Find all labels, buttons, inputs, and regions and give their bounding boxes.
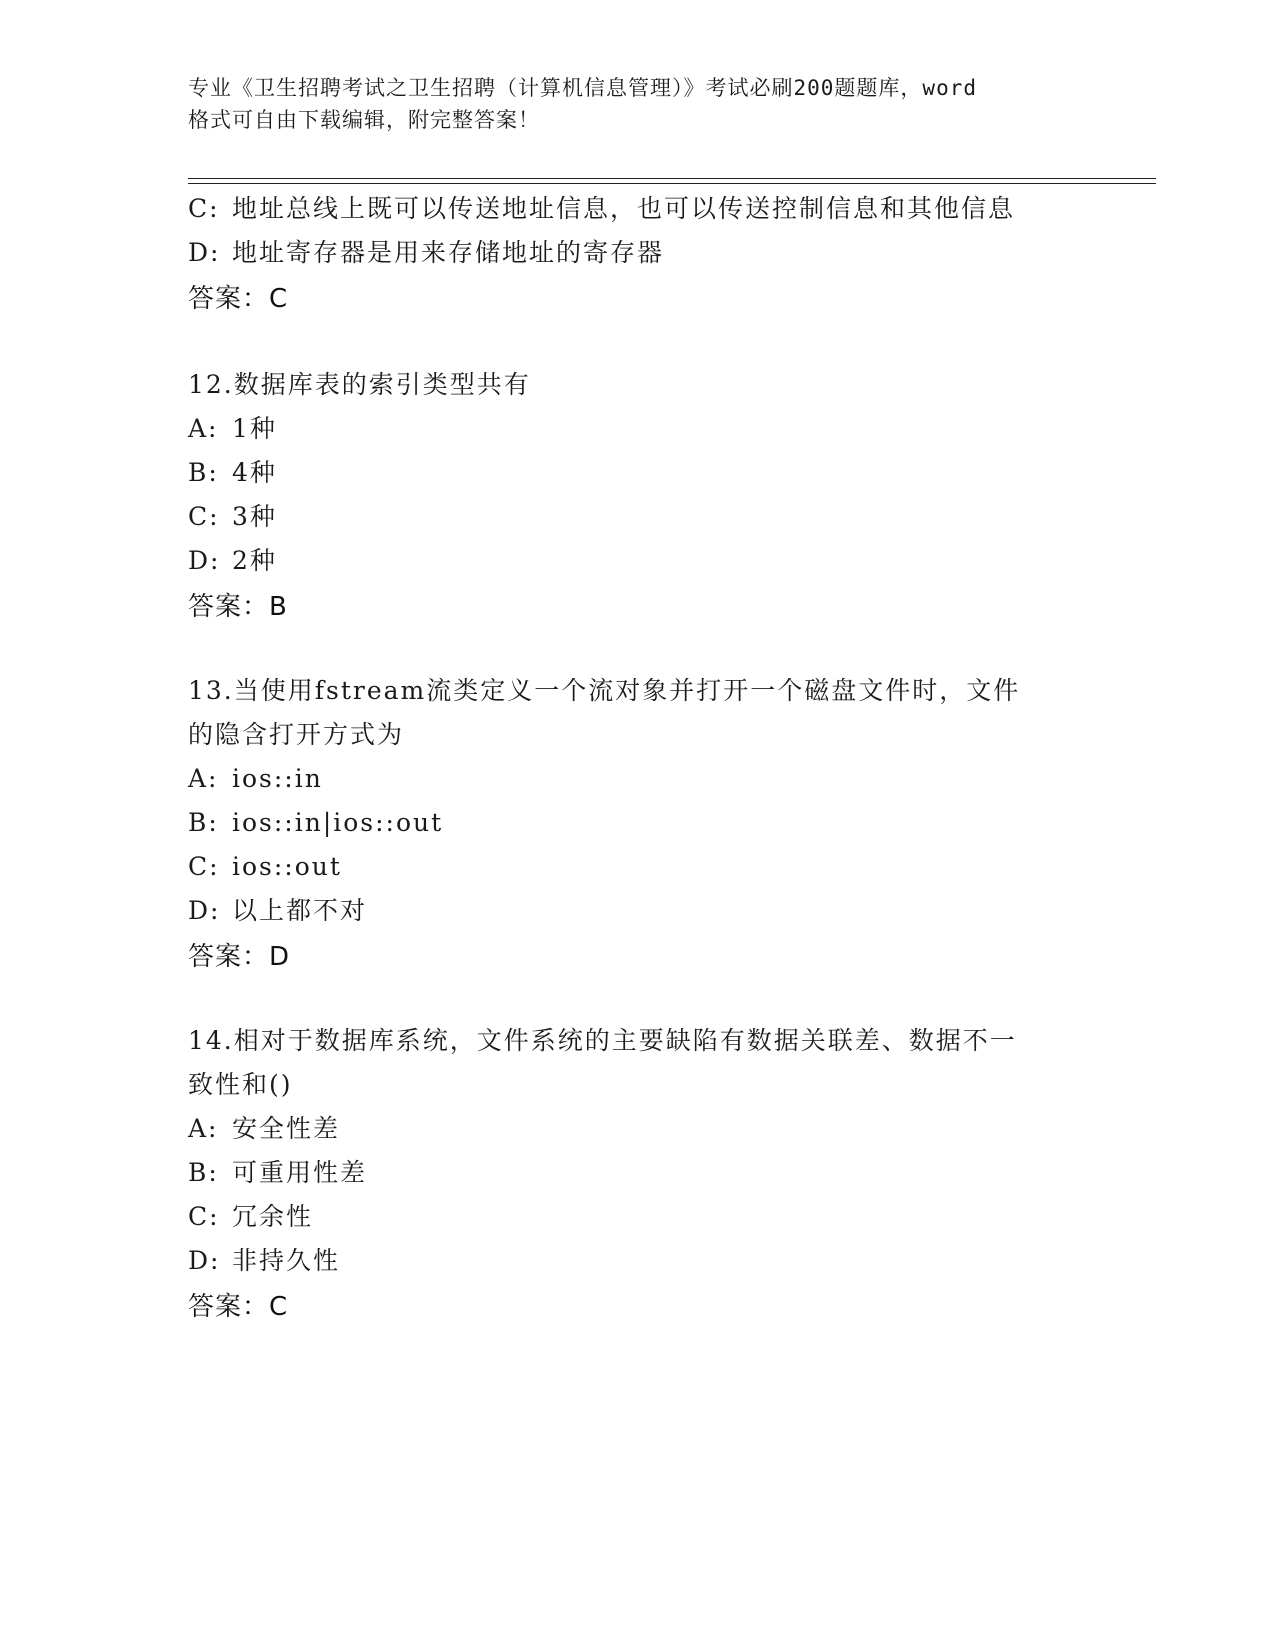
document-header [188,72,1088,136]
q13-option-a [188,762,323,796]
q13-stem-line-1: 13.当使用fstream流类定义一个流对象并打开一个磁盘文件时，文件 [188,676,1021,705]
q13-answer: 答案：D [188,942,291,972]
option-text: 可重用性差 [232,1158,368,1187]
option-key: A: [188,1114,219,1143]
option-key: D: [188,896,221,925]
header-divider-top [188,178,1156,179]
option-text: 2种 [232,546,277,575]
q13-option-c [188,850,342,884]
option-text: ios::in|ios::out [232,808,444,837]
option-text: 以上都不对 [232,896,368,925]
option-text: 冗余性 [232,1202,314,1231]
option-text: 4种 [232,458,277,487]
option-key: C: [188,194,220,223]
q12-stem: 12.数据库表的索引类型共有 [188,370,531,399]
header-line-1: 专业《卫生招聘考试之卫生招聘（计算机信息管理）》考试必刷200题题库，word [188,76,977,100]
q14-option-d [188,1244,340,1278]
q11-answer: 答案：C [188,284,289,314]
q12-option-c [188,500,277,534]
q12-option-d [188,544,277,578]
option-key: C: [188,1202,220,1231]
option-key: A: [188,414,219,443]
q13-stem-line-2: 的隐含打开方式为 [188,720,405,749]
q12-option-b [188,456,277,490]
option-text: 地址寄存器是用来存储地址的寄存器 [232,238,665,267]
header-divider-bottom [188,183,1156,184]
option-key: B: [188,808,219,837]
option-text: ios::in [232,764,323,793]
option-text: 3种 [232,502,277,531]
q14-stem-line-1: 14.相对于数据库系统，文件系统的主要缺陷有数据关联差、数据不一 [188,1026,1017,1055]
option-key: A: [188,764,219,793]
option-key: D: [188,238,221,267]
option-key: D: [188,1246,221,1275]
q11-option-d [188,236,664,270]
option-text: ios::out [232,852,342,881]
option-text: 1种 [232,414,277,443]
q13-option-d [188,894,367,928]
q12-answer: 答案：B [188,592,288,622]
q14-stem-line-2: 致性和() [188,1070,293,1099]
q11-option-c [188,192,1015,226]
q14-answer: 答案：C [188,1292,289,1322]
option-key: C: [188,502,220,531]
header-line-2: 格式可自由下载编辑，附完整答案！ [188,108,540,132]
option-key: D: [188,546,221,575]
option-text: 非持久性 [232,1246,341,1275]
q14-option-b [188,1156,367,1190]
q13-option-b [188,806,443,840]
q14-option-a [188,1112,340,1146]
q14-option-c [188,1200,313,1234]
option-key: C: [188,852,220,881]
option-key: B: [188,458,219,487]
option-key: B: [188,1158,219,1187]
option-text: 地址总线上既可以传送地址信息，也可以传送控制信息和其他信息 [232,194,1016,223]
option-text: 安全性差 [232,1114,341,1143]
q12-option-a [188,412,277,446]
